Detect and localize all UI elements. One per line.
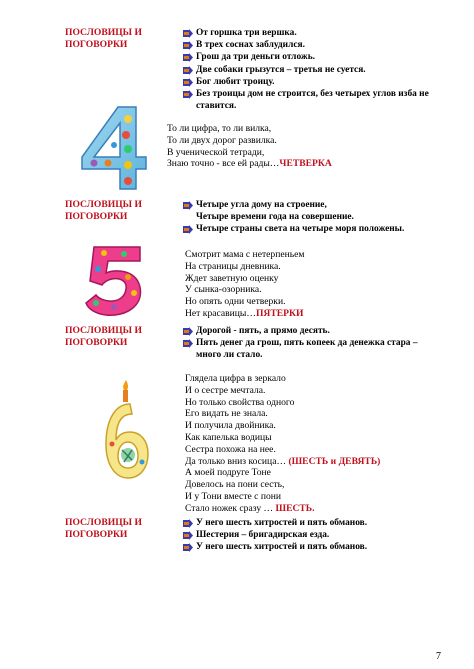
poem-line: Сестра похожа на нее. (185, 443, 276, 455)
list-item (183, 51, 453, 63)
item-text-cont: много ли стало. (196, 350, 263, 361)
poem-line: И у Тони вместе с пони (185, 490, 282, 502)
arrow-bullet-icon (183, 90, 193, 99)
proverb-list-4 (183, 517, 453, 554)
section-heading-4 (65, 517, 142, 541)
section-heading-3 (65, 325, 142, 349)
poem-answer: ЧЕТВЕРКА (279, 158, 332, 170)
list-item (183, 39, 453, 51)
item-text: У него шесть хитростей и пять обманов. (196, 542, 368, 553)
poem-line: В ученической тетради, (167, 146, 265, 158)
poem-text: Да только вниз косица… (185, 455, 287, 467)
arrow-bullet-icon (183, 225, 193, 234)
heading-line: ПОГОВОРКИ (65, 337, 128, 348)
item-text: Грош да три деньги отложь. (196, 52, 315, 63)
item-text: Пять денег да грош, пять копеек да денежка стара – (196, 338, 418, 349)
poem-four (167, 123, 332, 170)
section-heading-1 (65, 27, 142, 51)
poem-line: То ли цифра, то ли вилка, (167, 123, 272, 134)
poem-line (167, 158, 332, 170)
poem-line: А моей подруге Тоне (185, 467, 271, 479)
arrow-bullet-icon (183, 339, 193, 348)
item-text: Без троицы дом не строится, без четырех углов изба не (196, 89, 429, 100)
arrow-bullet-icon (183, 201, 193, 210)
poem-answer: (ШЕСТЬ и ДЕВЯТЬ) (288, 455, 381, 467)
arrow-bullet-icon (183, 78, 193, 87)
poem-line: Как капелька водицы (185, 431, 272, 443)
heading-line: ПОГОВОРКИ (65, 211, 128, 222)
heading-line: ПОСЛОВИЦЫ И (65, 27, 142, 38)
proverb-list-1 (183, 27, 453, 112)
poem-six (185, 373, 380, 515)
list-item (183, 517, 453, 529)
poem-line: И получила двойника. (185, 420, 276, 432)
heading-line: ПОГОВОРКИ (65, 39, 128, 50)
heading-line: ПОСЛОВИЦЫ И (65, 199, 142, 210)
item-text: Четыре угла дому на строение, (196, 200, 327, 210)
poem-answer: ШЕСТЬ. (275, 502, 315, 514)
poem-line: И о сестре мечтала. (185, 384, 266, 396)
list-item (183, 76, 453, 88)
poem-line (185, 503, 380, 515)
proverb-list-3 (183, 325, 453, 362)
poem-line: Глядела цифра в зеркало (185, 373, 286, 384)
item-text-cont: Четыре времени года на совершение. (196, 212, 354, 223)
arrow-bullet-icon (183, 29, 193, 38)
item-text: От горшка три вершка. (196, 28, 297, 38)
list-item (183, 529, 453, 541)
arrow-bullet-icon (183, 531, 193, 540)
number-five-balloons-icon (84, 245, 146, 317)
poem-line: Смотрит мама с нетерпеньем (185, 249, 305, 260)
list-item (183, 88, 453, 112)
list-item (183, 223, 453, 235)
poem-text: Стало ножек сразу … (185, 502, 274, 514)
poem-line: Ждет заветную оценку (185, 272, 279, 284)
list-item (183, 337, 453, 361)
poem-line: У сынка-озорника. (185, 284, 262, 296)
list-item (183, 325, 453, 337)
heading-line: ПОГОВОРКИ (65, 529, 128, 540)
page-number: 7 (436, 651, 441, 662)
poem-line: На страницы дневника. (185, 260, 281, 272)
poem-five (185, 249, 304, 320)
arrow-bullet-icon (183, 543, 193, 552)
number-four-balloons-icon (74, 105, 152, 191)
arrow-bullet-icon (183, 66, 193, 75)
poem-answer: ПЯТЕРКИ (255, 307, 304, 319)
heading-line: ПОСЛОВИЦЫ И (65, 325, 142, 336)
poem-line (185, 456, 380, 468)
number-six-candle-icon (102, 378, 150, 482)
item-text: Две собаки грызутся – третья не суется. (196, 64, 366, 75)
item-text: Бог любит троицу. (196, 76, 275, 87)
poem-line (185, 308, 304, 320)
list-item (183, 64, 453, 76)
arrow-bullet-icon (183, 519, 193, 528)
poem-text: Нет красавицы… (185, 307, 256, 319)
list-item (183, 199, 453, 223)
proverb-list-2 (183, 199, 453, 236)
list-item (183, 27, 453, 39)
heading-line: ПОСЛОВИЦЫ И (65, 517, 142, 528)
poem-text: Знаю точно - все ей рады… (167, 158, 280, 170)
item-text: Четыре страны света на четыре моря положены. (196, 224, 405, 235)
list-item (183, 541, 453, 553)
item-text: Шестерия – бригадирская езда. (196, 530, 330, 541)
arrow-bullet-icon (183, 41, 193, 50)
poem-line: Довелось на пони сесть, (185, 479, 285, 491)
arrow-bullet-icon (183, 327, 193, 336)
poem-line: Его видать не знала. (185, 408, 268, 420)
item-text: В трех соснах заблудился. (196, 40, 305, 51)
poem-line: То ли двух дорог развилка. (167, 134, 277, 146)
poem-line: Но опять одни четверки. (185, 296, 286, 308)
poem-line: Но только свойства одного (185, 396, 295, 408)
item-text-cont: ставится. (196, 101, 237, 112)
item-text: У него шесть хитростей и пять обманов. (196, 518, 368, 528)
item-text: Дорогой - пять, а прямо десять. (196, 326, 330, 336)
section-heading-2 (65, 199, 142, 223)
arrow-bullet-icon (183, 53, 193, 62)
